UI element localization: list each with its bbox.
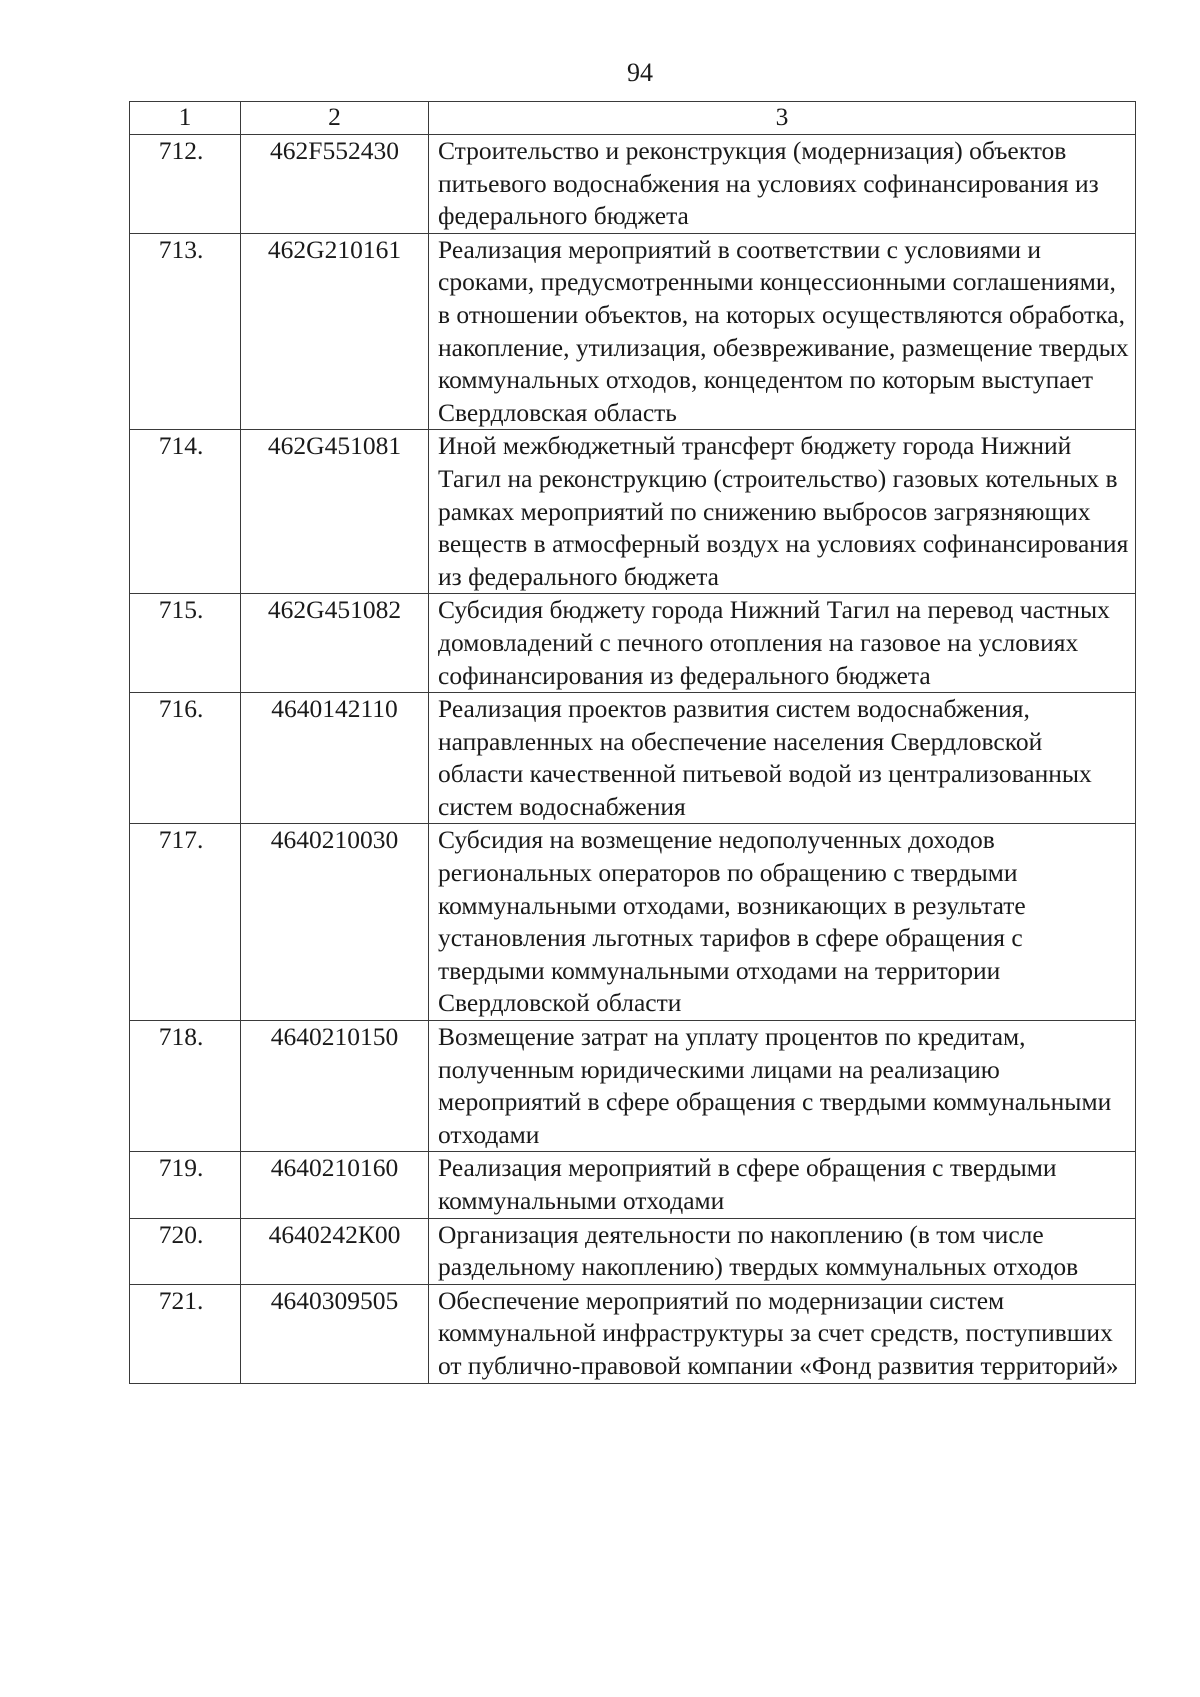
row-number: 721. xyxy=(130,1284,241,1383)
target-article-name: Возмещение затрат на уплату процентов по кредитам, полученным юридическими лицами на реализацию мероприятий в сфере обращения с твердыми коммунальными отходами xyxy=(429,1021,1136,1152)
table-row xyxy=(130,1021,1136,1152)
row-number: 718. xyxy=(130,1021,241,1152)
target-article-code: 4640210160 xyxy=(241,1152,429,1218)
table-row xyxy=(130,1218,1136,1284)
table-row xyxy=(130,430,1136,594)
table-row xyxy=(130,693,1136,824)
target-article-name: Субсидия бюджету города Нижний Тагил на перевод частных домовладений с печного отопления на газовое на условиях софинансирования из федерального бюджета xyxy=(429,594,1136,693)
row-number: 712. xyxy=(130,135,241,234)
table-row xyxy=(130,135,1136,234)
column-header-1: 1 xyxy=(130,102,241,135)
target-article-code: 462G451082 xyxy=(241,594,429,693)
row-number: 720. xyxy=(130,1218,241,1284)
table-row xyxy=(130,1152,1136,1218)
column-header-2: 2 xyxy=(241,102,429,135)
target-article-name: Обеспечение мероприятий по модернизации систем коммунальной инфраструктуры за счет средств, поступивших от публично-правовой компании «Фонд развития территорий» xyxy=(429,1284,1136,1383)
row-number: 716. xyxy=(130,693,241,824)
column-header-3: 3 xyxy=(429,102,1136,135)
target-article-name: Строительство и реконструкция (модернизация) объектов питьевого водоснабжения на условиях софинансирования из федерального бюджета xyxy=(429,135,1136,234)
table-row xyxy=(130,233,1136,430)
row-number: 717. xyxy=(130,824,241,1021)
page-number: 94 xyxy=(627,58,653,87)
row-number: 715. xyxy=(130,594,241,693)
row-number: 714. xyxy=(130,430,241,594)
row-number: 719. xyxy=(130,1152,241,1218)
table-row xyxy=(130,1284,1136,1383)
row-number: 713. xyxy=(130,233,241,430)
target-article-code: 462G210161 xyxy=(241,233,429,430)
target-article-code: 4640210150 xyxy=(241,1021,429,1152)
target-article-code: 4640242К00 xyxy=(241,1218,429,1284)
target-article-code: 4640210030 xyxy=(241,824,429,1021)
target-article-code: 462F552430 xyxy=(241,135,429,234)
target-article-name: Иной межбюджетный трансферт бюджету города Нижний Тагил на реконструкцию (строительство) газовых котельных в рамках мероприятий по снижению выбросов загрязняющих веществ в атмосферный воздух на условиях софинансирования из федерального бюджета xyxy=(429,430,1136,594)
table-row xyxy=(130,594,1136,693)
target-article-name: Организация деятельности по накоплению (в том числе раздельному накоплению) твердых коммунальных отходов xyxy=(429,1218,1136,1284)
target-article-name: Реализация мероприятий в соответствии с условиями и сроками, предусмотренными концессионными соглашениями, в отношении объектов, на которых осуществляются обработка, накопление, утилизация, обезвреживание, размещение твердых коммунальных отходов, концедентом по которым выступает Свердловская область xyxy=(429,233,1136,430)
target-article-name: Реализация мероприятий в сфере обращения с твердыми коммунальными отходами xyxy=(429,1152,1136,1218)
budget-codes-table xyxy=(129,101,1136,1384)
target-article-code: 4640309505 xyxy=(241,1284,429,1383)
target-article-code: 4640142110 xyxy=(241,693,429,824)
target-article-name: Субсидия на возмещение недополученных доходов региональных операторов по обращению с твердыми коммунальными отходами, возникающих в результате установления льготных тарифов в сфере обращения с твердыми коммунальными отходами на территории Свердловской области xyxy=(429,824,1136,1021)
target-article-name: Реализация проектов развития систем водоснабжения, направленных на обеспечение населения Свердловской области качественной питьевой водой из централизованных систем водоснабжения xyxy=(429,693,1136,824)
table-row xyxy=(130,824,1136,1021)
target-article-code: 462G451081 xyxy=(241,430,429,594)
table-header-row xyxy=(130,102,1136,135)
